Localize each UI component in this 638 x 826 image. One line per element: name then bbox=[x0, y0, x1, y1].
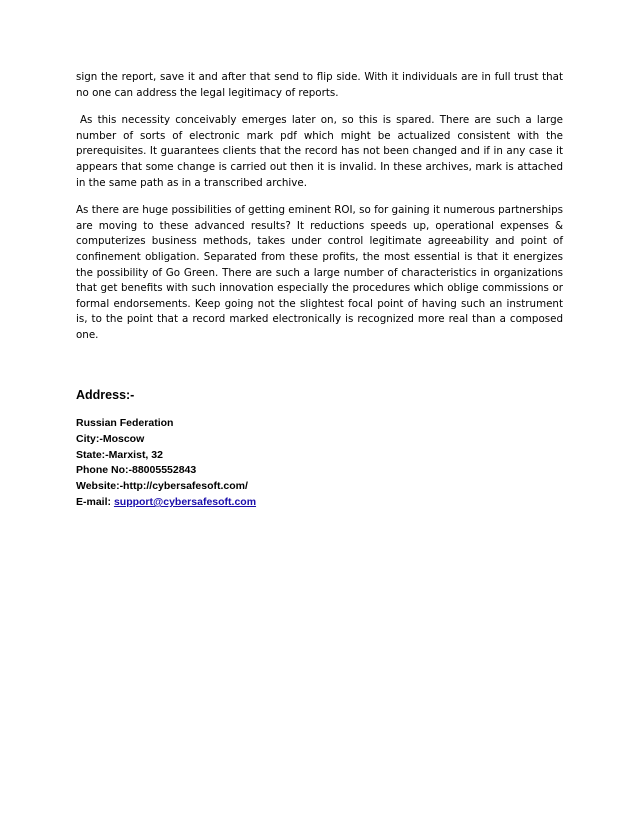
body-paragraph-2: As this necessity conceivably emerges later on, so this is spared. There are such a large number of sorts of electronic mark pdf which might be actualized consistent with the prerequisites. It guarantees clients that the record has not been changed and if in any case it appears that some change is carried out then it is invalid. In these archives, mark is attached in the same path as in a transcribed archive. bbox=[76, 114, 563, 189]
document-body bbox=[76, 70, 563, 344]
body-paragraph-3: As there are huge possibilities of getting eminent ROI, so for gaining it numerous partnerships are moving to these advanced results? It reductions speeds up, operational expenses & computerizes business methods, takes under control legitimate agreeability and point of confinement obligation. Separated from these profits, the most essential is that it energizes the possibility of Go Green. There are such a large number of characteristics in organizations that get benefits with such innovation especially the procedures which oblige commissions or formal endorsements. Keep going not the slightest focal point of having such an instrument is, to the point that a record marked electronically is recognized more real than a composed one. bbox=[76, 204, 563, 341]
address-heading: Address:- bbox=[76, 388, 135, 402]
address-website: Website:-http://cybersafesoft.com/ bbox=[76, 480, 248, 493]
address-block bbox=[76, 386, 563, 511]
email-link[interactable]: support@cybersafesoft.com bbox=[113, 495, 257, 508]
address-state: State:-Marxist, 32 bbox=[76, 448, 163, 461]
address-phone: Phone No:-88005552843 bbox=[76, 464, 197, 477]
email-label: E-mail: bbox=[76, 495, 114, 508]
body-paragraph-1: sign the report, save it and after that send to flip side. With it individuals are in full trust that no one can address the legal legitimacy of reports. bbox=[76, 71, 563, 99]
address-city: City:-Moscow bbox=[76, 432, 145, 445]
address-country: Russian Federation bbox=[76, 417, 174, 429]
address-email bbox=[76, 495, 563, 511]
